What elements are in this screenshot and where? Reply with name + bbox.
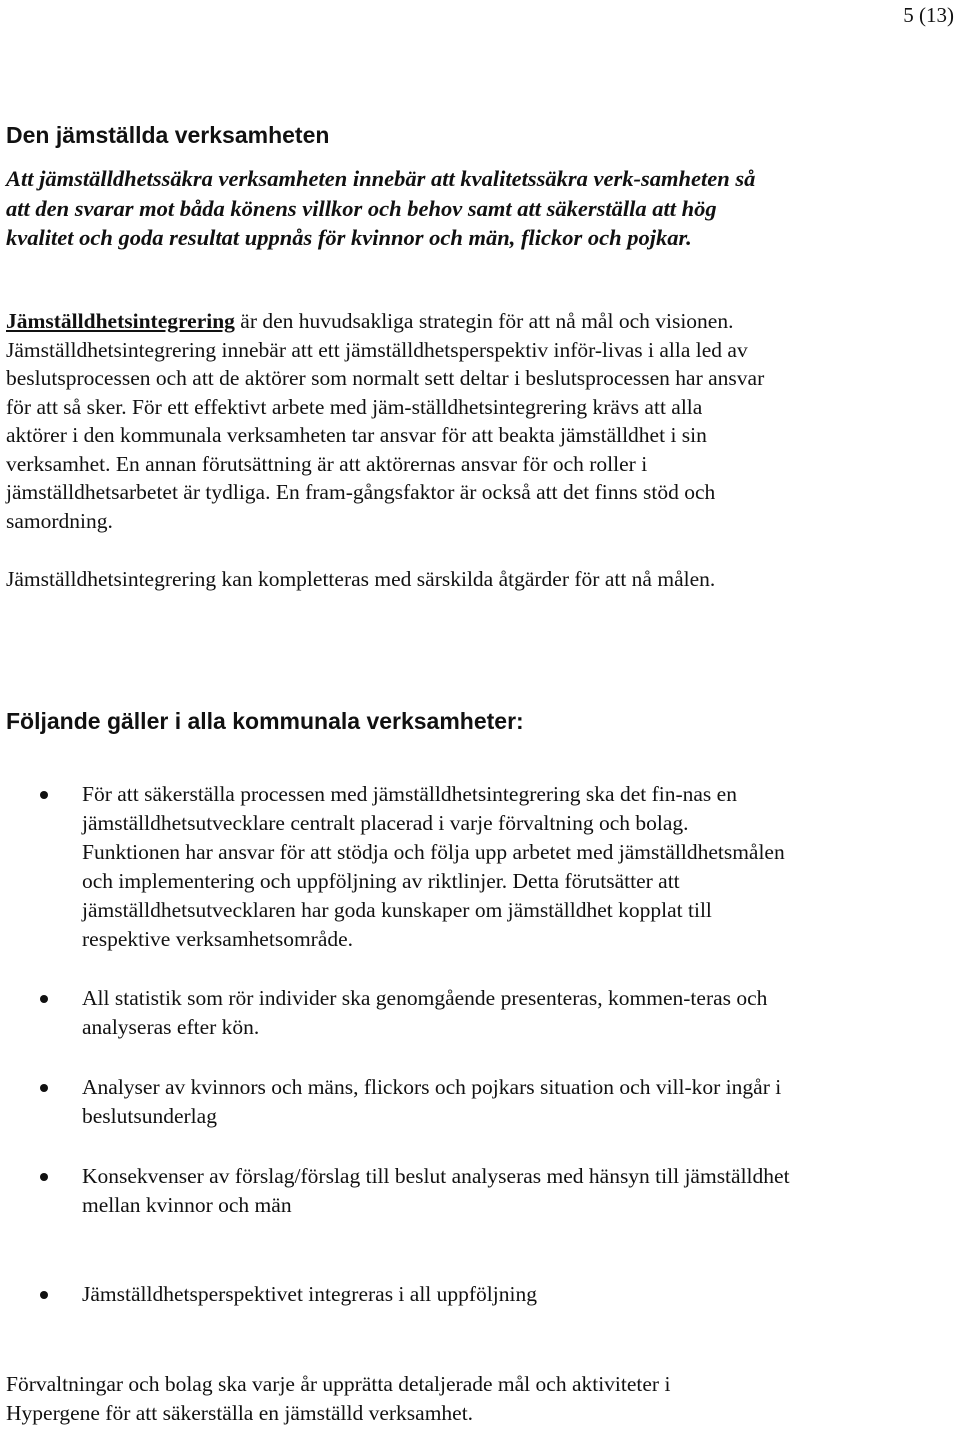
closing-paragraph: Förvaltningar och bolag ska varje år upprätta detaljerade mål och aktiviteter i Hypergene för att säkerställa en jämställd verksamhet. [6,1372,671,1425]
body-paragraph: Jämställdhetsintegrering kan kompletteras med särskilda åtgärder för att nå målen. [6,567,716,591]
section-heading: Följande gäller i alla kommunala verksamheter: [6,708,524,734]
list-item [0,780,790,954]
list-item [0,1162,790,1220]
defined-term: Jämställdhetsintegrering [6,309,235,333]
lead-paragraph: Att jämställdhetssäkra verksamheten innebär att kvalitetssäkra verk-samheten så att den svarar mot båda könens villkor och behov samt att säkerställa att hög kvalitet och goda resultat uppnås för kvinnor och män, flickor och pojkar. [6,166,756,250]
bullet-icon [40,1084,48,1092]
section-heading: Den jämställda verksamheten [6,122,330,148]
list-item [0,1073,790,1131]
page-number: 5 (13) [903,3,954,27]
bullet-icon [40,995,48,1003]
body-paragraph [6,307,766,535]
bullet-icon [40,1173,48,1181]
list-item-text: För att säkerställa processen med jämställdhetsintegrering ska det fin-nas en jämställdhetsutvecklare centralt placerad i varje förvaltning och bolag. Funktionen har ansvar för att stödja och följa upp arbetet med jämställdhetsmålen och implementering och uppföljning av riktlinjer. Detta förutsätter att jämställdhetsutvecklaren har goda kunskaper om jämställdhet kopplat till respektive verksamhetsområde. [82,782,785,951]
body-paragraph-text: är den huvudsakliga strategin för att nå mål och visionen. Jämställdhetsintegrering innebär att ett jämställdhetsperspektiv inför-livas i alla led av beslutsprocessen och att de aktörer som normalt sett deltar i beslutsprocessen har ansvar för att så sker. För ett effektivt arbete med jäm-ställdhetsintegrering krävs att alla aktörer i den kommunala verksamheten tar ansvar för att beakta jämställdhet i sin verksamhet. En annan förutsättning är att aktörernas ansvar för och roller i jämställdhetsarbetet är tydliga. En fram-gångsfaktor är också att det finns stöd och samordning. [6,309,765,533]
list-item-text: All statistik som rör individer ska genomgående presenteras, kommen-teras och analyseras efter kön. [82,986,768,1039]
list-item [0,984,790,1042]
bullet-icon [40,1291,48,1299]
list-item-text: Analyser av kvinnors och mäns, flickors och pojkars situation och vill-kor ingår i beslutsunderlag [82,1075,782,1128]
list-item-text: Jämställdhetsperspektivet integreras i all uppföljning [82,1282,537,1306]
bullet-list [0,780,790,1309]
list-item [0,1280,790,1309]
bullet-icon [40,791,48,799]
list-item-text: Konsekvenser av förslag/förslag till beslut analyseras med hänsyn till jämställdhet mellan kvinnor och män [82,1164,790,1217]
